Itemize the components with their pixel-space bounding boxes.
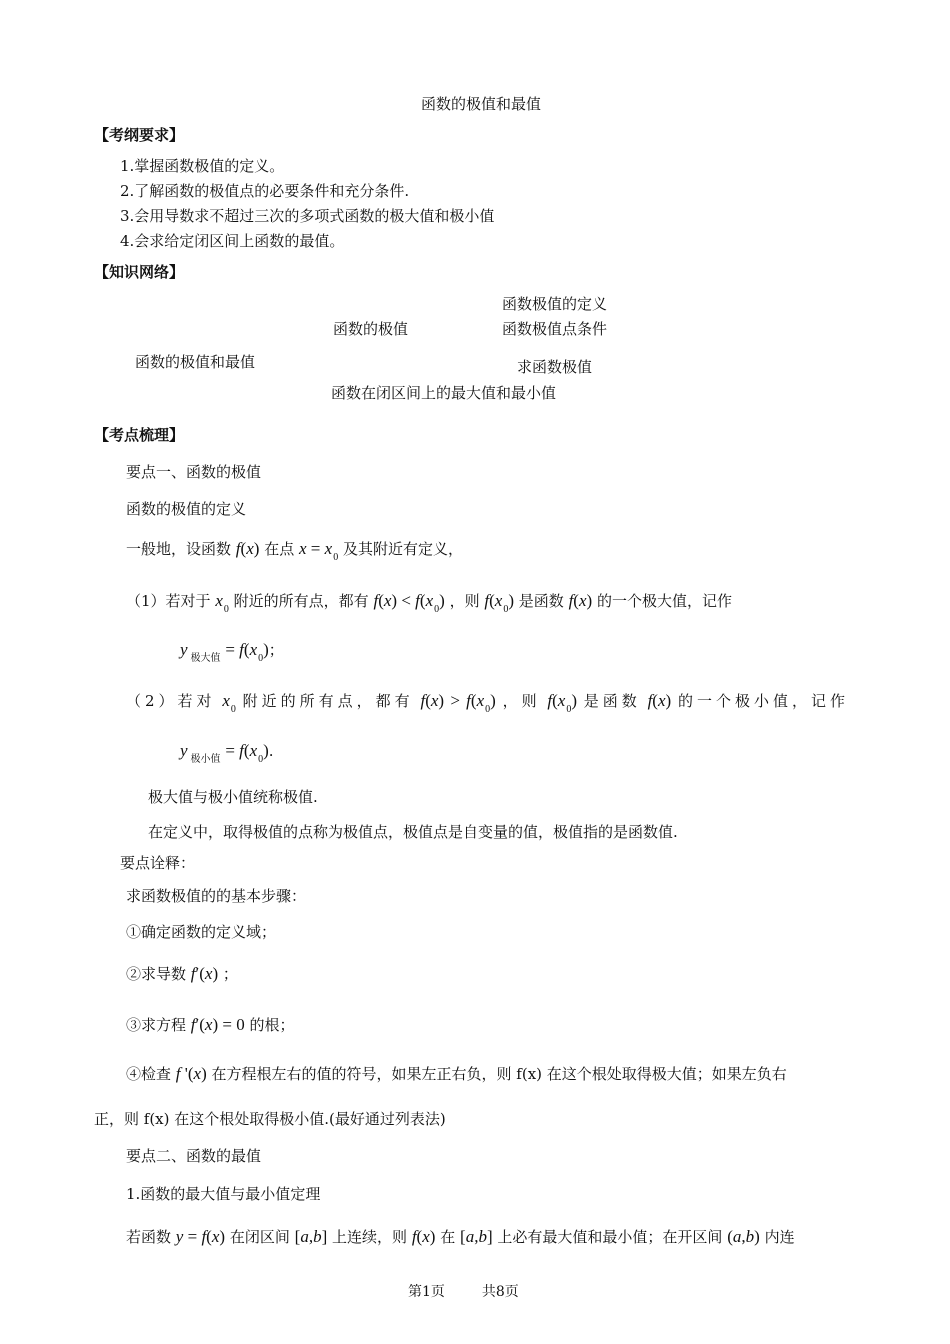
formula-fx: f(x) [647, 691, 672, 710]
formula-x0: $x_0$ [215, 591, 229, 615]
formula-fprime-x-eq-0: f′(x) = 0 [190, 1015, 245, 1034]
section-heading-points: 【考点梳理】 [94, 426, 185, 444]
def-text-3: 及其附近有定义， [342, 540, 463, 558]
step3-text-b: 的根； [249, 1016, 295, 1034]
c1-text-1: （1）若对于 [126, 592, 211, 610]
network-leaf-condition: 函数极值点条件 [502, 320, 608, 338]
step4-text-a: ④检查 [126, 1065, 172, 1083]
step-4-continued: 正，则 f(x) 在这个根处取得极小值.(最好通过列表法) [94, 1110, 446, 1128]
last-text-6: 内连 [764, 1228, 795, 1246]
requirement-item-3: 3.会用导数求不超过三次的多项式函数的极大值和极小值 [120, 207, 495, 225]
steps-title: 求函数极值的的基本步骤： [126, 887, 307, 905]
formula-fx-gt-fx0: $f(x) > f(x_0)$ [420, 691, 496, 715]
section-heading-network: 【知识网络】 [94, 263, 185, 281]
c1-text-5: 的一个极大值，记作 [596, 592, 732, 610]
summary-extremum: 极大值与极小值统称极值. [148, 788, 318, 806]
definition-title: 函数的极值的定义 [126, 500, 247, 518]
requirement-item-4: 4.会求给定闭区间上函数的最值。 [120, 232, 345, 250]
formula-fx: f(x) [411, 1227, 436, 1246]
c2-text-5: 的一个极小值，记作 [677, 692, 849, 710]
network-root: 函数的极值和最值 [135, 353, 256, 371]
formula-closed-interval: [a,b] [294, 1227, 328, 1246]
requirement-item-1: 1.掌握函数极值的定义。 [120, 157, 285, 175]
c1-text-4: 是函数 [518, 592, 564, 610]
network-leaf-find: 求函数极值 [517, 358, 593, 376]
formula-y-eq-fx: y = f(x) [175, 1227, 226, 1246]
formula-closed-interval: [a,b] [460, 1227, 493, 1246]
c2-text-1: （2）若对 [126, 692, 216, 710]
footer-total-pages: 共8页 [481, 1284, 519, 1300]
c1-text-2: 附近的所有点，都有 [233, 592, 369, 610]
y-max-subscript: 极大值 [190, 653, 221, 664]
last-text-4: 在 [440, 1228, 456, 1246]
condition-one [126, 591, 732, 614]
network-leaf-definition: 函数极值的定义 [502, 295, 608, 313]
step-3 [126, 1015, 295, 1035]
c1-text-3: ，则 [449, 592, 480, 610]
doc-title: 函数的极值和最值 [421, 95, 542, 113]
last-text-1: 若函数 [126, 1228, 172, 1246]
formula-fx-lt-fx0: $f(x) < f(x_0)$ [373, 591, 445, 615]
formula-fx0: $f(x_0)$ [547, 691, 577, 715]
c2-text-3: ，则 [502, 692, 541, 710]
formula-y-max: y $_{极大值} = f(x_0)$； [180, 640, 284, 664]
last-text-2: 在闭区间 [229, 1228, 290, 1246]
last-text-5: 上必有最大值和最小值；在开区间 [497, 1228, 723, 1246]
formula-fprime-x: f '(x) [175, 1064, 207, 1083]
y-min-subscript: 极小值 [190, 754, 221, 765]
step-1: ①确定函数的定义域； [126, 923, 277, 941]
formula-fx: f(x) [568, 591, 593, 610]
point-two-title: 要点二、函数的最值 [126, 1147, 262, 1165]
theorem-title: 1.函数的最大值与最小值定理 [126, 1185, 321, 1203]
definition-sentence [126, 539, 463, 562]
condition-two [126, 691, 849, 714]
formula-x-eq-x0: $x = x_0$ [299, 539, 339, 563]
step3-text-a: ③求方程 [126, 1016, 187, 1034]
network-branch-extremum: 函数的极值 [333, 320, 409, 338]
section-heading-requirements: 【考纲要求】 [94, 126, 185, 144]
step-4 [126, 1064, 787, 1084]
theorem-sentence [126, 1227, 795, 1247]
formula-fx0: $f(x_0)$ [484, 591, 514, 615]
c2-text-2: 附近的所有点，都有 [242, 692, 414, 710]
last-text-3: 上连续，则 [332, 1228, 408, 1246]
requirement-item-2: 2.了解函数的极值点的必要条件和充分条件. [120, 182, 410, 200]
formula-fprime-x: f′(x) [190, 964, 219, 983]
def-text-2: 在点 [264, 540, 295, 558]
formula-fx: f(x) [235, 539, 260, 558]
step4-text-b: 在方程根左右的值的符号，如果左正右负，则 f(x) 在这个根处取得极大值；如果左负右 [211, 1065, 787, 1083]
footer-page-number: 第1页 [408, 1284, 445, 1300]
step-2 [126, 964, 238, 984]
point-one-title: 要点一、函数的极值 [126, 463, 262, 481]
formula-open-interval: (a,b) [727, 1227, 760, 1246]
formula-y-min: y $_{极小值} = f(x_0)$. [180, 741, 274, 765]
network-branch-maxmin: 函数在闭区间上的最大值和最小值 [331, 384, 557, 402]
note-title: 要点诠释： [120, 854, 196, 872]
def-text-1: 一般地，设函数 [126, 540, 232, 558]
step2-text-a: ②求导数 [126, 965, 187, 983]
c2-text-4: 是函数 [583, 692, 641, 710]
summary-extremum-point: 在定义中，取得极值的点称为极值点，极值点是自变量的值，极值指的是函数值. [148, 823, 678, 841]
page-footer [408, 1282, 519, 1302]
step2-text-b: ； [222, 965, 238, 983]
formula-x0: $x_0$ [222, 691, 236, 715]
